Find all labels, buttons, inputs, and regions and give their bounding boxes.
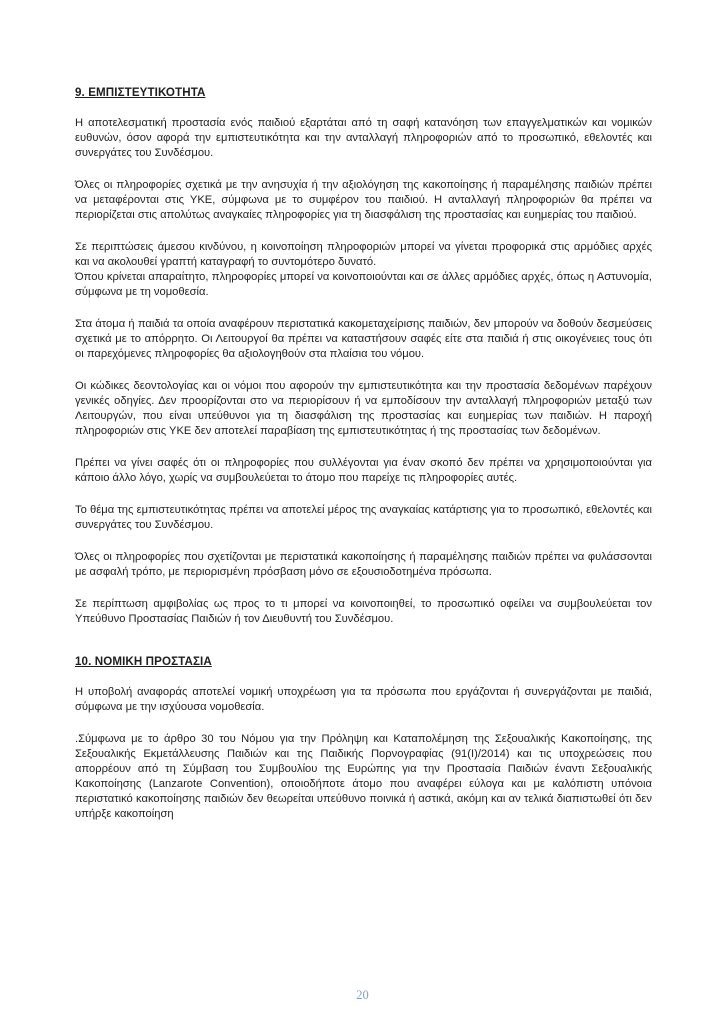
paragraph: Οι κώδικες δεοντολογίας και οι νόμοι που αφορούν την εμπιστευτικότητα και την προστασία δεδομένων παρέχουν γενικές οδηγίες. Δεν προορίζονται στο να περιορίσουν ή να εμποδίσουν την ανταλλαγή πληροφοριών μεταξύ των Λειτουργών, που είναι υπεύθυνοι για τη διασφάλιση της προστασίας και ευημερίας των παιδιών. Η παροχή πληροφοριών στις ΥΚΕ δεν αποτελεί παραβίαση της εμπιστευτικότητας ή της προστασίας των δεδομένων. — [75, 380, 652, 437]
paragraph: Όπου κρίνεται απαραίτητο, πληροφορίες μπορεί να κοινοποιούνται και σε άλλες αρμόδιες αρχές, όπως η Αστυνομία, σύμφωνα με τη νομοθεσία. — [75, 271, 652, 298]
section-heading-confidentiality: 9. ΕΜΠΙΣΤΕΥΤΙΚΟΤΗΤΑ — [75, 86, 206, 99]
paragraph: Σε περίπτωση αμφιβολίας ως προς το τι μπορεί να κοινοποιηθεί, το προσωπικό οφείλει να συμβουλεύεται τον Υπεύθυνο Προστασίας Παιδιών ή τον Διευθυντή του Συνδέσμου. — [75, 598, 652, 625]
paragraph: Όλες οι πληροφορίες που σχετίζονται με περιστατικά κακοποίησης ή παραμέλησης παιδιών πρέπει να φυλάσσονται με ασφαλή τρόπο, με περιορισμένη πρόσβαση μόνο σε εξουσιοδοτημένα πρόσωπα. — [75, 551, 652, 578]
paragraph: Όλες οι πληροφορίες σχετικά με την ανησυχία ή την αξιολόγηση της κακοποίησης ή παραμέλησης παιδιών πρέπει να μεταφέρονται στις ΥΚΕ, σύμφωνα με το συμφέρον του παιδιού. Η ανταλλαγή πληροφοριών θα πρέπει να περιορίζεται στις απολύτως αναγκαίες πληροφορίες για τη διασφάλιση της προστασίας και ευημερίας του παιδιού. — [75, 179, 652, 221]
paragraph: Πρέπει να γίνει σαφές ότι οι πληροφορίες που συλλέγονται για έναν σκοπό δεν πρέπει να χρησιμοποιούνται για κάποιο άλλο λόγο, χωρίς να συμβουλεύεται το άτομο που παρείχε τις πληροφορίες αυτές. — [75, 457, 652, 484]
paragraph: .Σύμφωνα με το άρθρο 30 του Νόμου για την Πρόληψη και Καταπολέμηση της Σεξουαλικής Κακοποίησης, της Σεξουαλικής Εκμετάλλευσης Παιδιών και της Παιδικής Πορνογραφίας (91(Ι)/2014) και τις υποχρεώσεις που απορρέουν από τη Σύμβαση του Συμβουλίου της Ευρώπης για την Προστασία Παιδιών έναντι Σεξουαλικής Κακοποίησης (Lanzarote Convention), οποιοδήποτε άτομο που αναφέρει εύλογα και με καλόπιστη υπόνοια περιστατικό κακοποίησης παιδιών δεν θεωρείται υπεύθυνο ποινικά ή αστικά, ακόμη και αν τελικά διαπιστωθεί ότι δεν υπήρξε κακοποίηση — [75, 733, 652, 820]
paragraph: Στα άτομα ή παιδιά τα οποία αναφέρουν περιστατικά κακομεταχείρισης παιδιών, δεν μπορούν να δοθούν δεσμεύσεις σχετικά με το απόρρητο. Οι Λειτουργοί θα πρέπει να καταστήσουν σαφές είτε στα παιδιά ή στις οικογένειες τους ότι οι παρεχόμενες πληροφορίες θα αξιολογηθούν στα πλαίσια του νόμου. — [75, 318, 652, 360]
paragraph: Το θέμα της εμπιστευτικότητας πρέπει να αποτελεί μέρος της αναγκαίας κατάρτισης για το προσωπικό, εθελοντές και συνεργάτες του Συνδέσμου. — [75, 504, 652, 531]
section-heading-legal-protection: 10. ΝΟΜΙΚΗ ΠΡΟΣΤΑΣΙΑ — [75, 655, 212, 668]
paragraph: Σε περιπτώσεις άμεσου κινδύνου, η κοινοποίηση πληροφοριών μπορεί να γίνεται προφορικά στις αρμόδιες αρχές και να ακολουθεί γραπτή καταγραφή το συντομότερο δυνατό. — [75, 241, 652, 268]
document-body — [75, 86, 652, 822]
paragraph: Η υποβολή αναφοράς αποτελεί νομική υποχρέωση για τα πρόσωπα που εργάζονται ή συνεργάζονται με παιδιά, σύμφωνα με την ισχύουσα νομοθεσία. — [75, 686, 652, 713]
page-number: 20 — [356, 988, 369, 1002]
paragraph: Η αποτελεσματική προστασία ενός παιδιού εξαρτάται από τη σαφή κατανόηση των επαγγελματικών και νομικών ευθυνών, όσον αφορά την εμπιστευτικότητα και την ανταλλαγή πληροφοριών από το προσωπικό, εθελοντές και συνεργάτες του Συνδέσμου. — [75, 117, 652, 159]
